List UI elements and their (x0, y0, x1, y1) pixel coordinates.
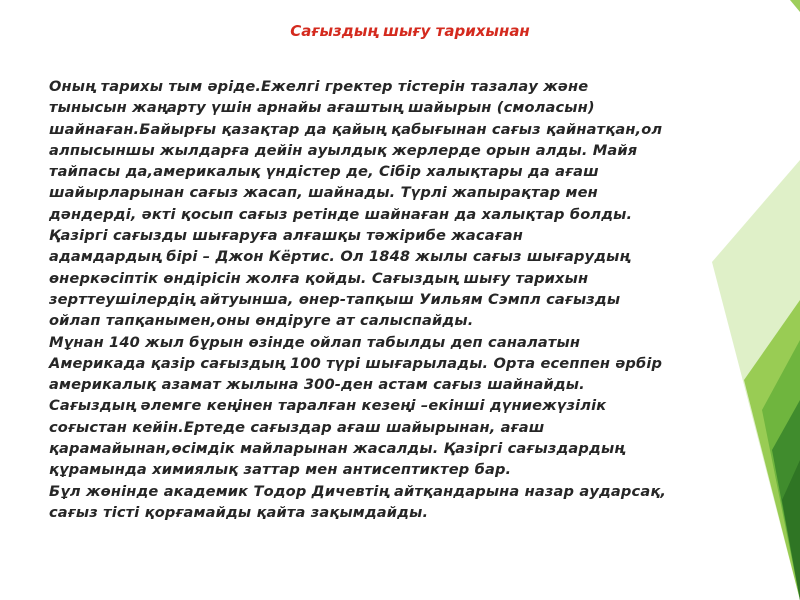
text-line: дәндерді, әкті қосып сағыз ретінде шайнаған да халықтар болды. (49, 205, 633, 223)
text-line: Оның тарихы тым әріде.Ежелгі гректер тістерін тазалау және (49, 78, 589, 95)
text-line: шайырларынан сағыз жасап, шайнады. Түрлі жапырақтар мен (49, 184, 598, 202)
text-line: алпысыншы жылдарға дейін ауылдық жерлерде орын алды. Майя (49, 141, 638, 159)
text-line: америкалық азамат жылына 300-ден астам сағыз шайнайды. (49, 376, 585, 394)
text-line: қарамайынан,өсімдік майларынан жасалды. Қазіргі сағыздардың (49, 440, 625, 458)
text-line: адамдардың бірі – Джон Кёртис. Ол 1848 жылы сағыз шығарудың (49, 248, 630, 266)
body-paragraph (49, 76, 774, 523)
text-line: тайпасы да,америкалық үндістер де, Сібір халықтары да ағаш (49, 163, 599, 181)
text-line: Америкада қазір сағыздың 100 түрі шығарылады. Орта есеппен әрбір (49, 354, 663, 372)
text-line: зерттеушілердің айтуынша, өнер-тапқыш Уильям Сэмпл сағызды (49, 290, 621, 308)
text-line: сағыз тісті қорғамайды қайта зақымдайды. (49, 503, 429, 521)
text-line: Қазіргі сағызды шығаруға алғашқы тәжірибе жасаған (49, 227, 524, 245)
text-line: ойлап тапқанымен,оны өндіруге ат салыспайды. (49, 312, 474, 330)
text-line: шайнаған.Байырғы қазақтар да қайың қабығынан сағыз қайнатқан,ол (49, 120, 663, 138)
text-line: Мұнан 140 жыл бұрын өзінде ойлап табылды деп саналатын (49, 333, 581, 351)
text-line: тынысын жаңарту үшін арнайы ағаштың шайырын (смоласын) (49, 99, 595, 117)
text-line: Сағыздың әлемге кеңінен таралған кезеңі –екінші дүниежүзілік (49, 397, 607, 415)
slide-title: Сағыздың шығу тарихынан (290, 22, 530, 40)
text-line: Бұл жөнінде академик Тодор Дичевтің айтқандарына назар аударсақ, (49, 482, 667, 500)
text-line: құрамында химиялық заттар мен антисептиктер бар. (49, 461, 512, 479)
text-line: соғыстан кейін.Ертеде сағыздар ағаш шайырынан, ағаш (49, 418, 545, 436)
text-line: өнеркәсіптік өндірісін жолға қойды. Сағыздың шығу тарихын (49, 269, 589, 287)
